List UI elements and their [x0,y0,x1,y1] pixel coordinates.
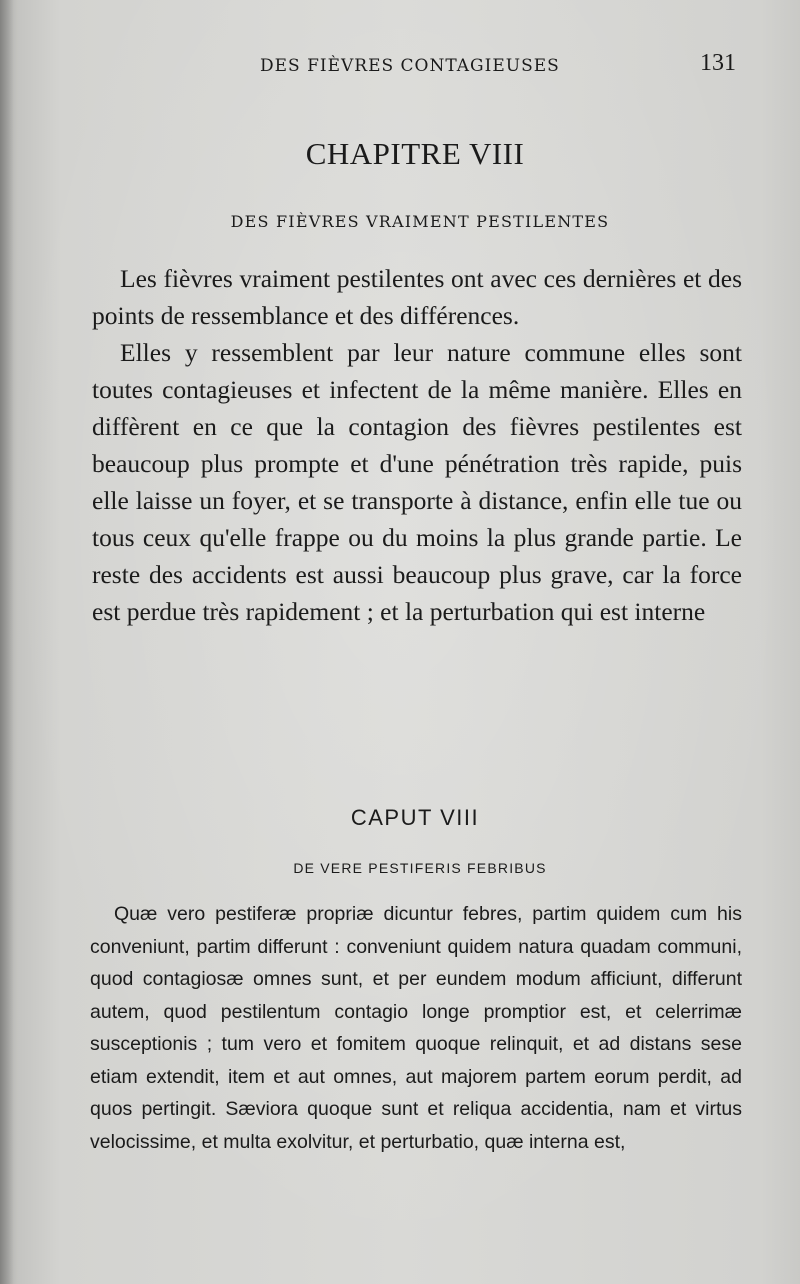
chapter-subtitle: DES FIÈVRES VRAIMENT PESTILENTES [230,212,610,231]
chapter-title: CHAPITRE VIII [305,136,525,171]
caput-title: CAPUT VIII [350,805,480,830]
caput-subtitle: DE VERE PESTIFERIS FEBRIBUS [293,860,547,876]
running-head: DES FIÈVRES CONTAGIEUSES [260,56,560,76]
french-paragraph: Les fièvres vraiment pestilentes ont avec ces dernières et des points de ressemblance et des différences. [92,264,742,330]
french-text [92,260,742,630]
french-paragraph: Elles y ressemblent par leur nature commune elles sont toutes contagieuses et infectent de la même manière. Elles en diffèrent en ce que la contagion des fièvres pestilentes est beaucoup plus prompte et d'une pénétration très rapide, puis elle laisse un foyer, et se transporte à distance, enfin elle tue ou tous ceux qu'elle frappe ou du moins la plus grande partie. Le reste des accidents est aussi beaucoup plus grave, car la force est perdue très rapidement ; et la perturbation qui est interne [92,338,742,626]
binding-shadow [0,0,14,1284]
page-number: 131 [700,50,736,76]
latin-text [90,898,742,1158]
latin-paragraph: Quæ vero pestiferæ propriæ dicuntur febres, partim quidem cum his conveniunt, partim differunt : conveniunt quidem natura quadam communi, quod contagiosæ omnes sunt, et per eundem modum afficiunt, differunt autem, quod pestilentum contagio longe promptior est, et celerrimæ susceptionis ; tum vero et fomitem quoque relinquit, et ad distans sese etiam extendit, item et aut omnes, aut majorem partem eorum perdit, ad quos pertingit. Sæviora quoque sunt et reliqua accidentia, nam et virtus velocissime, et multa exolvitur, et perturbatio, quæ interna est, [90,903,742,1153]
